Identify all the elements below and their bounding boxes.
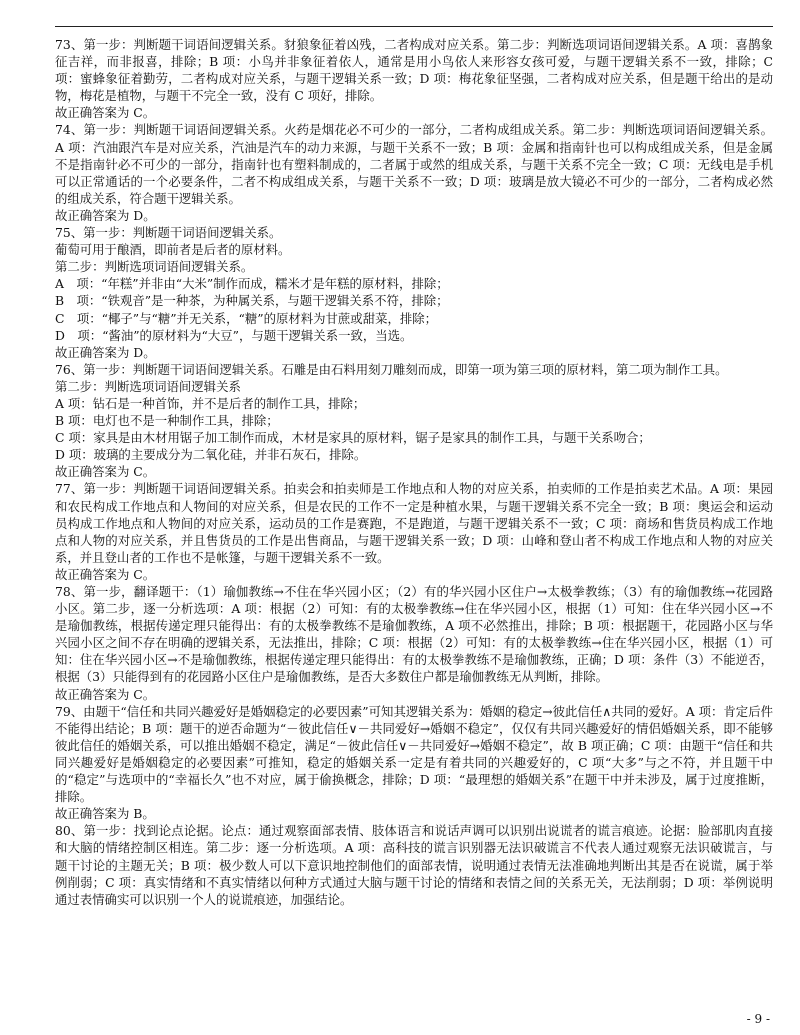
question-75: [55, 224, 773, 361]
option-line: A 项：“年糕”并非由“大米”制作而成，糯米才是年糕的原材料，排除；: [55, 276, 449, 292]
page-number: - 9 -: [746, 1012, 770, 1026]
question-74: [55, 121, 773, 224]
option-line: D 项：玻璃的主要成分为二氧化硅，并非石灰石，排除。: [55, 447, 367, 463]
option-line: B 项：“铁观音”是一种茶，为种属关系，与题干逻辑关系不符，排除；: [55, 293, 449, 309]
paragraph: 79、由题干“信任和共同兴趣爱好是婚姻稳定的必要因素”可知其逻辑关系为：婚姻的稳定→彼此信任∧共同的爱好。A 项：肯定后件不能得出结论；B 项：题干的逆否命题为“－彼此信任∨－共同爱好→婚姻不稳定”，仅仅有共同兴趣爱好的情侣婚姻关系，即不能够彼此信任的婚姻关系，可以推出婚姻不稳定，满足“－彼此信任∨－共同爱好→婚姻不稳定”，故 B 项正确；C 项：由题干“信任和共同兴趣爱好是婚姻稳定的必要因素”可推知，稳定的婚姻关系一定是有着共同的兴趣爱好的，C 项“大多”与之不符，并且题干中的“稳定”与选项中的“幸福长久”也不对应，属于偷换概念，排除；D 项：“最理想的婚姻关系”在题干中并未涉及，属于过度推断，排除。: [55, 703, 773, 805]
paragraph: 78、第一步，翻译题干：（1）瑜伽教练→不住在华兴园小区；（2）有的华兴园小区住户→太极拳教练；（3）有的瑜伽教练→花园路小区。第二步，逐一分析选项：A 项：根据（2）可知：有的太极拳教练→住在华兴园小区，根据（1）可知：住在华兴园小区→不是瑜伽教练，根据传递定理只能得出：有的太极拳教练不是瑜伽教练，A 项不必然推出，排除；B 项：根据题干，花园路小区与华兴园小区之间不存在明确的逻辑关系，无法推出，排除；C 项：根据（2）可知：有的太极拳教练→住在华兴园小区，根据（1）可知：住在华兴园小区→不是瑜伽教练，根据传递定理只能得出：有的太极拳教练不是瑜伽教练，正确；D 项：条件（3）不能逆否，根据（3）只能得到有的花园路小区住户是瑜伽教练，是否大多数住户都是瑜伽教练无从判断，排除。: [55, 584, 773, 685]
question-73: [55, 36, 773, 121]
question-77: [55, 480, 773, 583]
option-line: B 项：电灯也不是一种制作工具，排除；: [55, 413, 279, 429]
paragraph: 76、第一步：判断题干词语间逻辑关系。石雕是由石料用刻刀雕刻而成，即第一项为第三项的原材料，第二项为制作工具。: [55, 361, 728, 377]
question-76: [55, 361, 773, 481]
header-rule: [55, 26, 773, 27]
answer-line: 故正确答案为 C。: [55, 105, 156, 121]
answer-explanations: [55, 36, 773, 908]
paragraph: 74、第一步：判断题干词语间逻辑关系。火药是烟花必不可少的一部分，二者构成组成关系。第二步：判断选项词语间逻辑关系。A 项：汽油跟汽车是对应关系，汽油是汽车的动力来源，与题干关系不一致；B 项：金属和指南针也可以构成组成关系，但是金属不是指南针必不可少的一部分，指南针也有塑料制成的，二者属于或然的组成关系，与题干关系不完全一致；C 项：无线电是手机可以正常通话的一个必要条件，二者不构成组成关系，与题干关系不一致；D 项：玻璃是放大镜必不可少的一部分，二者构成必然的组成关系，符合题干逻辑关系。: [55, 122, 773, 206]
paragraph: 80、第一步：找到论点论据。论点：通过观察面部表情、肢体语言和说话声调可以识别出说谎者的谎言痕迹。论据：脸部肌肉直接和大脑的情绪控制区相连。第二步：逐一分析选项。A 项：高科技的谎言识别器无法识破谎言不代表人通过观察无法识破谎言，与题干讨论的主题无关；B 项：极少数人可以下意识地控制他们的面部表情，说明通过表情无法准确地判断出其是否在说谎，属于举例削弱；C 项：真实情绪和不真实情绪以何种方式通过大脑与题干讨论的情绪和表情之间的关系无关，无法削弱；D 项：举例说明通过表情确实可以识别一个人的说谎痕迹，加强结论。: [55, 823, 773, 907]
answer-line: 故正确答案为 D。: [55, 207, 156, 223]
paragraph: 73、第一步：判断题干词语间逻辑关系。豺狼象征着凶残，二者构成对应关系。第二步：判断选项词语间逻辑关系。A 项：喜鹊象征吉祥，而非报喜，排除；B 项：小鸟并非象征着依人，通常是用小鸟依人来形容女孩可爱，与题干逻辑关系不一致，排除；C 项：蜜蜂象征着勤劳，二者构成对应关系，与题干逻辑关系一致；D 项：梅花象征坚强，二者构成对应关系，但是题干给出的是动物，梅花是植物，与题干不完全一致，没有 C 项好，排除。: [55, 37, 773, 104]
option-line: A 项：钻石是一种首饰，并不是后者的制作工具，排除；: [55, 395, 366, 411]
answer-line: 故正确答案为 C。: [55, 464, 156, 480]
answer-line: 故正确答案为 C。: [55, 686, 156, 702]
answer-line: 故正确答案为 B。: [55, 806, 155, 822]
question-79: [55, 703, 773, 823]
paragraph: 第二步：判断选项词语间逻辑关系: [55, 378, 241, 394]
answer-line: 故正确答案为 D。: [55, 344, 156, 360]
option-line: C 项：家具是由木材用锯子加工制作而成，木材是家具的原材料，锯子是家具的制作工具，与题干关系吻合；: [55, 430, 651, 446]
option-line: D 项：“酱油”的原材料为“大豆”，与题干逻辑关系一致，当选。: [55, 327, 413, 343]
paragraph: 77、第一步：判断题干词语间逻辑关系。拍卖会和拍卖师是工作地点和人物的对应关系，拍卖师的工作是拍卖艺术品。A 项：果园和农民构成工作地点和人物间的对应关系，但是农民的工作不一定是种植水果，与题干逻辑关系不完全一致；B 项：奥运会和运动员构成工作地点和人物间的对应关系，运动员的工作是赛跑，不是跑道，与题干逻辑关系不一致；C 项：商场和售货员构成工作地点和人物的对应关系，并且售货员的工作是出售商品，与题干逻辑关系一致；D 项：山峰和登山者不构成工作地点和人物的对应关系，并且登山者的工作也不是帐篷，与题干逻辑关系不一致。: [55, 481, 773, 565]
answer-line: 故正确答案为 C。: [55, 566, 156, 582]
paragraph: 75、第一步：判断题干词语间逻辑关系。: [55, 225, 282, 241]
question-80: [55, 822, 773, 907]
paragraph: 葡萄可用于酿酒，即前者是后者的原材料。: [55, 242, 291, 258]
question-78: [55, 583, 773, 703]
option-line: C 项：“椰子”与“糖”并无关系，“糖”的原材料为甘蔗或甜菜，排除；: [55, 310, 438, 326]
paragraph: 第二步：判断选项词语间逻辑关系。: [55, 259, 254, 275]
